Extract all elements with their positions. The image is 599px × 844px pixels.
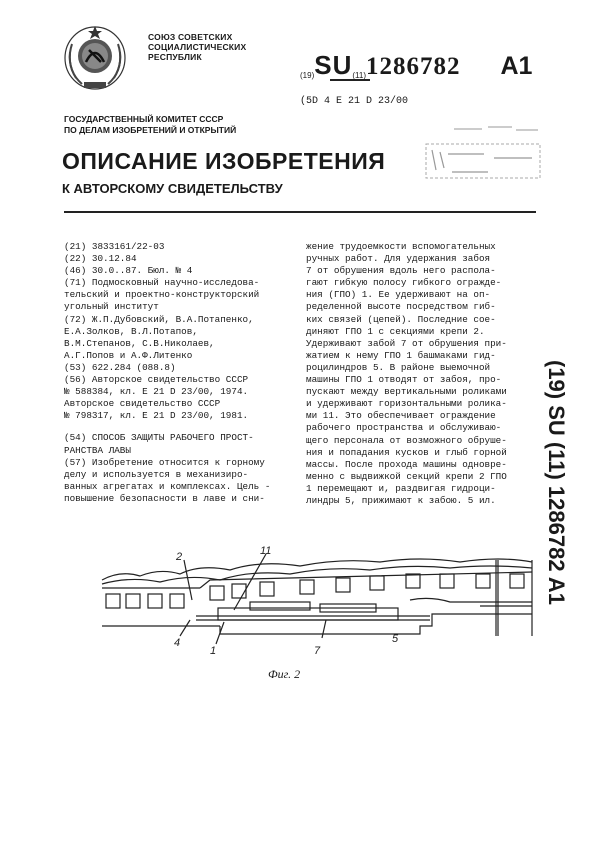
biblio-line: (72) Ж.П.Дубовский, В.А.Потапенко, [64,313,254,325]
figure-label-7: 7 [314,645,321,657]
number-tag: (11) [352,71,366,80]
figure-caption: Фиг. 2 [268,667,301,681]
abstract-line: 7 от обрушения вдоль него распола- [306,265,496,277]
abstract-line: и удерживают горизонтальными ролика- [306,398,507,410]
abstract-line: ния и попадания кусков и глыб горной [306,446,507,458]
biblio-line: Авторское свидетельство СССР [64,398,221,410]
figure-2-drawing [100,540,534,690]
abstract-line: повышение безопасности в лаве и сни- [64,492,265,504]
issuing-state: СОЮЗ СОВЕТСКИХ СОЦИАЛИСТИЧЕСКИХ РЕСПУБЛИК [148,32,247,62]
code-underline [330,79,370,81]
abstract-line: (57) Изобретение относится к горному [64,456,265,468]
issuing-committee: ГОСУДАРСТВЕННЫЙ КОМИТЕТ СССР ПО ДЕЛАМ ИЗОБРЕТЕНИЙ И ОТКРЫТИЙ [64,114,237,135]
biblio-line: (46) 30.0..87. Бюл. № 4 [64,265,193,277]
abstract-line: роцилиндров 5. В районе выемочной [306,361,491,373]
figure-label-2: 2 [176,551,183,563]
abstract-line: ния (ГПО) 1. Ее удерживают на оп- [306,289,491,301]
abstract-line: ределенной высоте посредством гиб- [306,301,496,313]
biblio-line: Е.А.Золков, В.Л.Потапов, [64,325,198,337]
abstract-line: машины ГПО 1 отводят от забоя, про- [306,374,502,386]
stamp-mark-top [452,122,540,136]
document-subtitle: К АВТОРСКОМУ СВИДЕТЕЛЬСТВУ [62,181,283,196]
figure-label-1: 1 [210,645,217,657]
patent-number: 1286782 [366,53,461,80]
patent-id-line [300,50,532,81]
abstract-line: ванных агрегатах и комплексах. Цель - [64,480,271,492]
country-code: SU [314,50,353,80]
biblio-line: угольный институт [64,301,159,313]
abstract-line: (54) СПОСОБ ЗАЩИТЫ РАБОЧЕГО ПРОСТ- [64,432,254,444]
abstract-line: диняют ГПО 1 с секциями крепи 2. [306,325,485,337]
abstract-line: массы. После прохода машины одновре- [306,458,507,470]
biblio-line: (21) 3833161/22-03 [64,241,165,252]
abstract-line: жение трудоемкости вспомогательных [306,241,496,252]
country-tag: (19) [300,71,315,80]
abstract-line: гают гибкую полосу гибкого огражде- [306,277,502,289]
figure-label-11: 11 [260,545,272,557]
biblio-line: (71) Подмосковный научно-исследова- [64,277,260,289]
biblio-line: № 588384, кл. Е 21 D 23/00, 1974. [64,386,249,398]
abstract-line: щего персонала от возможного обруше- [306,434,507,446]
abstract-line: линдры 5, прижимают к забою. 5 ил. [306,494,496,506]
figure-label-5: 5 [392,633,399,645]
figure-label-4: 4 [174,637,181,649]
abstract-line: пускают между вертикальными роликами [306,386,507,398]
biblio-line: А.Г.Попов и А.Ф.Литенко [64,349,193,361]
biblio-line: (53) 622.284 (088.8) [64,361,176,373]
bibliographic-column [64,241,286,505]
abstract-line: ми 11. Это обеспечивает ограждение [306,410,496,422]
biblio-line: № 798317, кл. Е 21 D 23/00, 1981. [64,410,249,422]
margin-patent-number-text: (19) SU (11) 1286782 A1 [544,360,569,605]
header-rule [64,211,536,213]
abstract-line: 1 перемещают и, раздвигая гидроци- [306,482,496,494]
abstract-line: жатием к нему ГПО 1 башмаками гид- [306,349,496,361]
document-title: ОПИСАНИЕ ИЗОБРЕТЕНИЯ [62,148,386,174]
abstract-line: ручных работ. Для удержания забоя [306,253,491,265]
abstract-line: ких связей (цепей). Последние сое- [306,313,496,325]
abstract-line: менно с выдвижкой секций крепи 2 ГПО [306,470,507,482]
abstract-line: делу и используется в механизиро- [64,468,249,480]
ussr-emblem-icon [62,22,128,92]
abstract-line: РАНСТВА ЛАВЫ [64,444,131,456]
biblio-line: (22) 30.12.84 [64,253,137,265]
biblio-line: тельский и проектно-конструкторский [64,289,260,301]
biblio-line: (56) Авторское свидетельство СССР [64,374,249,386]
abstract-line: рабочего пространства и обслуживаю- [306,422,502,434]
ipc-classification: (5D 4 E 21 D 23/00 [300,96,409,107]
abstract-column [306,241,530,507]
abstract-line: Удерживают забой 7 от обрушения при- [306,337,507,349]
kind-code: A1 [500,52,533,80]
biblio-line: В.М.Степанов, С.В.Николаев, [64,337,215,349]
margin-patent-number [537,360,577,700]
library-stamp [424,140,542,180]
